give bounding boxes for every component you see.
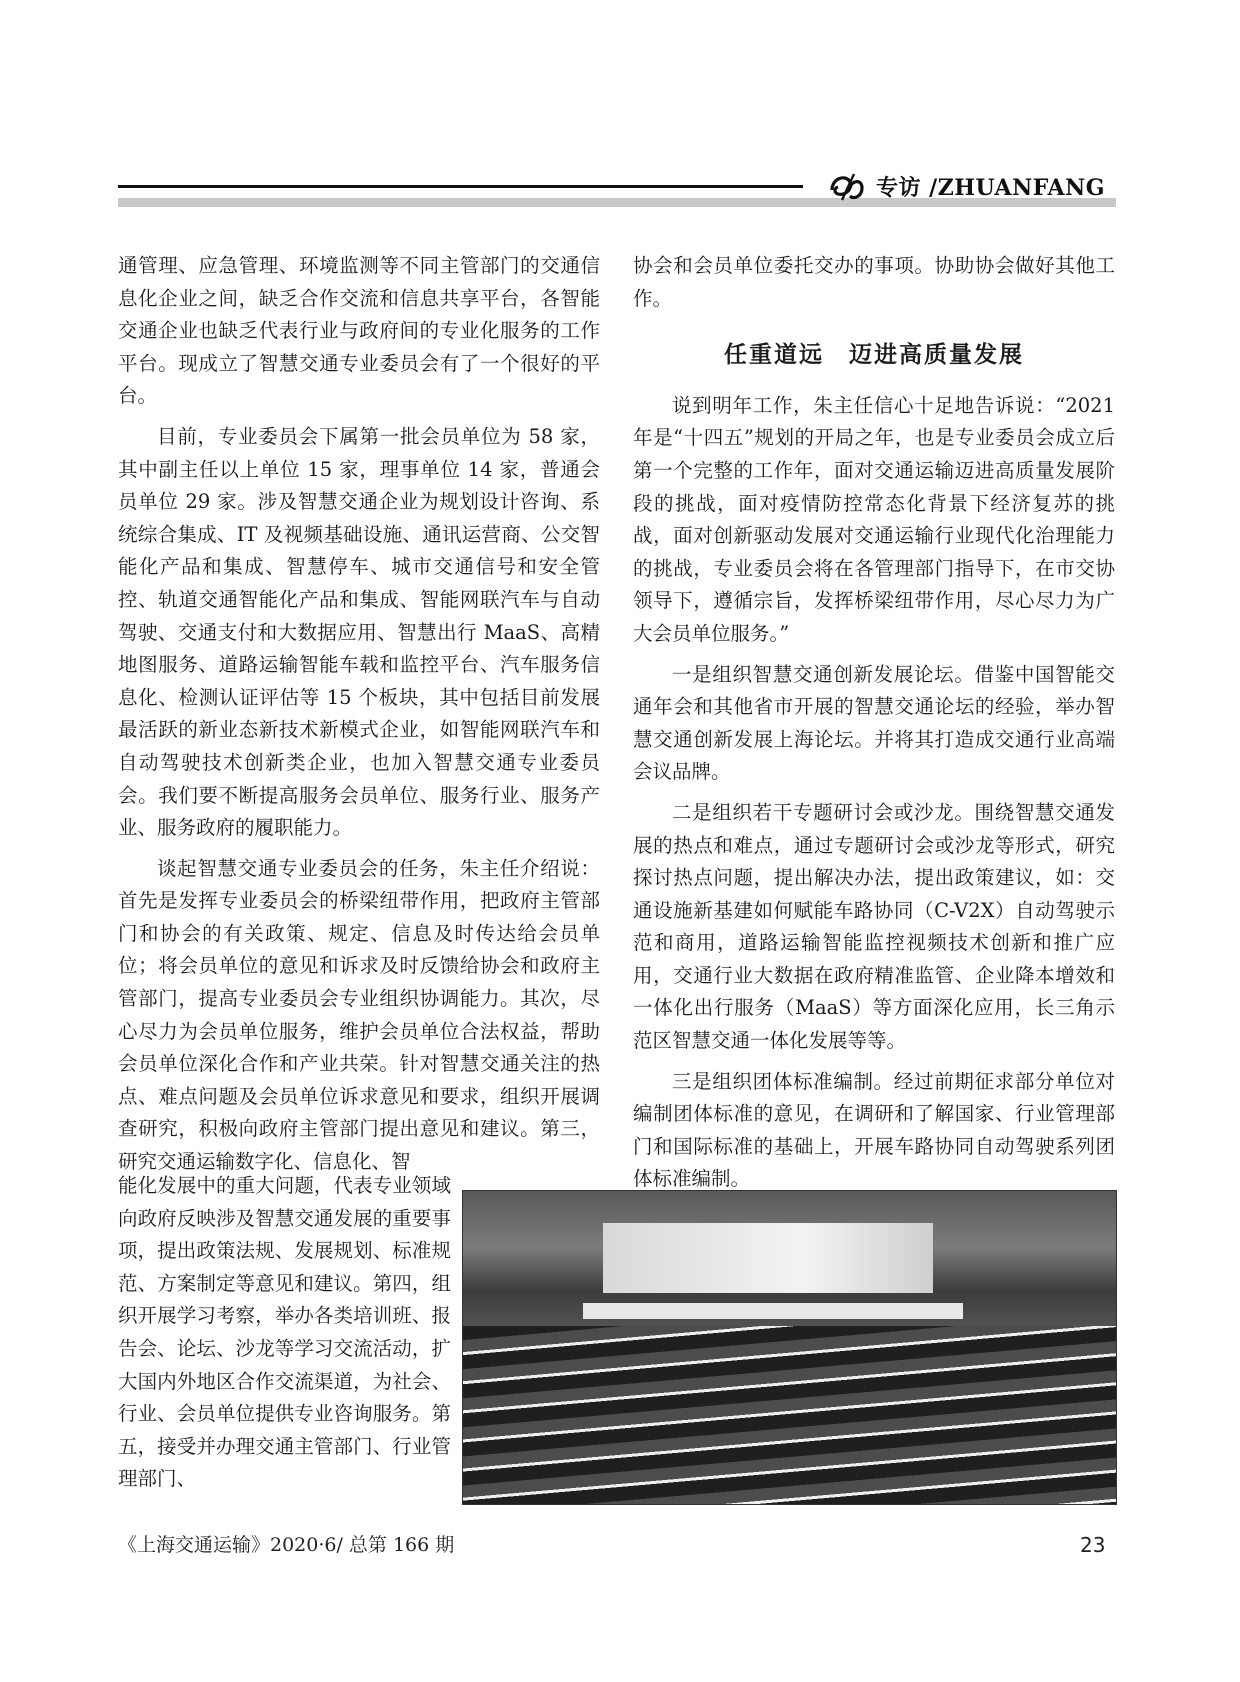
stage-table — [583, 1303, 963, 1319]
section-subheading: 任重道远 迈进高质量发展 — [724, 342, 1024, 369]
right-paragraph: 一是组织智慧交通创新发展论坛。借鉴中国智能交通年会和其他省市开展的智慧交通论坛的经验，举办智慧交通创新发展上海论坛。并将其打造成交通行业高端会议品牌。 — [633, 662, 1115, 784]
left-paragraph: 目前，专业委员会下属第一批会员单位为 58 家，其中副主任以上单位 15 家，理事单位 14 家，普通会员单位 29 家。涉及智慧交通企业为规划设计咨询、系统综合集成、IT 及视频基础设施、通讯运营商、公交智能化产品和集成、智慧停车、城市交通信号和安全管控、轨道交通智能化产品和集成、智能网联汽车与自动驾驶、交通支付和大数据应用、智慧出行 MaaS、高精地图服务、道路运输智能车载和监控平台、汽车服务信息化、检测认证评估等 15 个板块，其中包括目前发展最活跃的新业态新技术新模式企业，如智能网联汽车和自动驾驶技术创新类企业，也加入智慧交通专业委员会。我们要不断提高服务会员单位、服务行业、服务产业、服务政府的履职能力。 — [118, 424, 600, 840]
left-column — [118, 250, 600, 1187]
right-intro: 协会和会员单位委托交办的事项。协助协会做好其他工作。 — [633, 254, 1115, 310]
conference-photo — [462, 1190, 1117, 1505]
header-rule — [118, 185, 803, 188]
left-paragraph: 通管理、应急管理、环境监测等不同主管部门的交通信息化企业之间，缺乏合作交流和信息共享平台，各智能交通企业也缺乏代表行业与政府间的专业化服务的工作平台。现成立了智慧交通专业委员会有了一个很好的平台。 — [118, 254, 600, 408]
left-paragraph-continuation: 能化发展中的重大问题，代表专业领域向政府反映涉及智慧交通发展的重要事项，提出政策法规、发展规划、标准规范、方案制定等意见和建议。第四，组织开展学习考察，举办各类培训班、报告会、论坛、沙龙等学习交流活动，扩大国内外地区合作交流渠道，为社会、行业、会员单位提供专业咨询服务。第五，接受并办理交通主管部门、行业管理部门、 — [118, 1174, 451, 1491]
section-header — [828, 168, 1105, 204]
stage-screen — [603, 1223, 933, 1293]
magazine-logo-icon — [828, 170, 866, 202]
left-paragraph: 谈起智慧交通专业委员会的任务，朱主任介绍说：首先是发挥专业委员会的桥梁纽带作用，把政府主管部门和协会的有关政策、规定、信息及时传达给会员单位；将会员单位的意见和诉求及时反馈给协会和政府主管部门，提高专业委员会专业组织协调能力。其次，尽心尽力为会员单位服务，维护会员单位合法权益，帮助会员单位深化合作和产业共荣。针对智慧交通关注的热点、难点问题及会员单位诉求意见和要求，组织开展调查研究，积极向政府主管部门提出意见和建议。第三，研究交通运输数字化、信息化、智 — [118, 856, 600, 1174]
right-paragraph: 说到明年工作，朱主任信心十足地告诉说：“2021 年是“十四五”规划的开局之年，也是专业委员会成立后第一个完整的工作年，面对交通运输迈进高质量发展阶段的挑战，面对疫情防控常态化背景下经济复苏的挑战，面对创新驱动发展对交通运输行业现代化治理能力的挑战，专业委员会将在各管理部门指导下，在市交协领导下，遵循宗旨，发挥桥梁纽带作用，尽心尽力为广大会员单位服务。” — [633, 393, 1115, 645]
left-column-continuation — [118, 1170, 451, 1504]
journal-footer: 《上海交通运输》2020·6/ 总第 166 期 — [118, 1534, 455, 1556]
right-column — [633, 250, 1115, 1204]
page-number: 23 — [1080, 1533, 1106, 1557]
right-paragraph: 三是组织团体标准编制。经过前期征求部分单位对编制团体标准的意见，在调研和了解国家、行业管理部门和国际标准的基础上，开展车路协同自动驾驶系列团体标准编制。 — [633, 1069, 1115, 1191]
audience-rows — [463, 1326, 1116, 1504]
section-label: 专访 /ZHUANFANG — [876, 174, 1106, 201]
right-paragraph: 二是组织若干专题研讨会或沙龙。围绕智慧交通发展的热点和难点，通过专题研讨会或沙龙等形式，研究探讨热点问题，提出解决办法，提出政策建议，如：交通设施新基建如何赋能车路协同（C-V2X）自动驾驶示范和商用，道路运输智能监控视频技术创新和推广应用，交通行业大数据在政府精准监管、企业降本增效和一体化出行服务（MaaS）等方面深化应用，长三角示范区智慧交通一体化发展等等。 — [633, 800, 1115, 1053]
